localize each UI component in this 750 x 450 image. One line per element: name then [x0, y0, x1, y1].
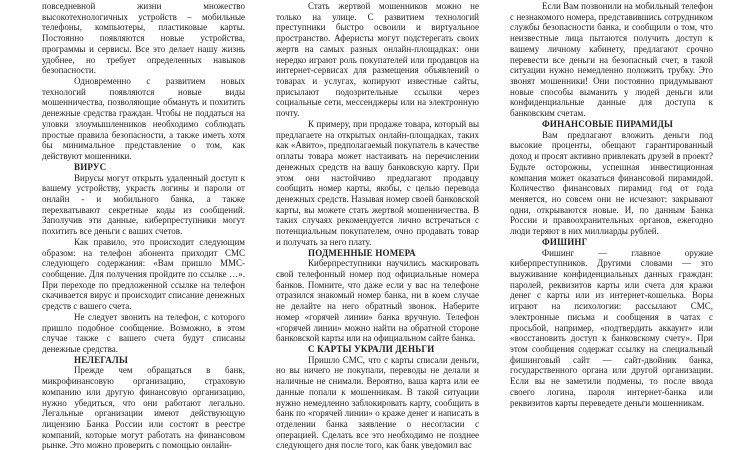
section-heading: ФИШИНГ [542, 236, 588, 247]
section-heading: ВИРУС [74, 161, 107, 172]
text-column-3 [510, 1, 713, 450]
paragraph: Пришло СМС, что с карты списали деньги, но вы ничего не покупали, переводы не делали и наличные не снимали. Вероятно, ваша карта или ее данные попали к мошенникам. В такой ситуации нужно немедленно заблокировать карту, сообщить в банк по «горячей линии» о краже денег и написать в отделении банка заявление о несогласии с операцией. Сделать все это необходимо не позднее следующего дня после того, как банк уведомил вас [276, 354, 479, 450]
section-heading: С КАРТЫ УКРАЛИ ДЕНЬГИ [308, 344, 435, 354]
paragraph: Прежде чем обращаться в банк, микрофинансовую организацию, страховую компанию или другую финансовую организацию, нужно убедиться, что они работают легально. Легальные организации имеют действующую лицензию Банка России или состоят в реестре компаний, которые могут работать на финансовом рынке. Это можно проверить с помощью онлайн- [42, 365, 245, 450]
paragraph: Если Вам позвонили на мобильный телефон с незнакомого номера, представившись сотрудником службы безопасности банка, и сообщили о том, что неизвестные лица пытаются получить доступ к вашему личному кабинету, предлагают срочно перевести все деньги на безопасный счет, в такой ситуации нужно немедленно положить трубку. Это звонят мошенники! Они постоянно придумывают новые способы выманить у людей деньги или конфиденциальные данные для доступа к банковским счетам. [510, 1, 713, 119]
paragraph: повседневной жизни множество высокотехнологичных устройств – мобильные телефоны, компьютеры, пластиковые карты. Постоянно появляются новые устройства, программы и сервисы. Все это делает нашу жизнь удобнее, но требует определенных навыков безопасности. [42, 1, 245, 76]
section-heading: НЕЛЕГАЛЫ [74, 354, 128, 365]
paragraph: Стать жертвой мошенников можно не только на улице. С развитием технологий преступники быстро освоили и виртуальное пространство. Аферисты могут подстерегать своих жертв на самых разных онлайн-площадках: они нередко играют роль покупателей или продавцов на интернет-сервисах для размещения объявлений о товарах и услугах, копируют известные сайты, присылают подозрительные ссылки через социальные сети, мессенджеры или на электронную почту. [276, 1, 479, 119]
paragraph: Киберпреступники научились маскировать свой телефонный номер под официальные номера банков. Помните, что даже если у вас на телефоне отразился знакомый номер банка, ни в коем случае не делайте на него обратный звонок. Наберите номер «горячей линии» банка вручную. Телефон «горячей линии» можно найти на обратной стороне банковской карты или на официальном сайте банка. [276, 258, 479, 344]
paragraph: Одновременно с развитием новых технологий появляются новые виды мошенничества, позволяющие обмануть и похитить денежные средства граждан. Чтобы не поддаться на уловки злоумышленников необходимо соблюдать простые правила безопасности, а также иметь хотя бы минимальное представление о том, как действуют мошенники. [42, 76, 245, 162]
paragraph: Не следует звонить на телефон, с которого пришло подобное сообщение. Возможно, в этом случае также с вашего счета будут списаны денежные средства. [42, 311, 245, 354]
columns-container [42, 1, 713, 450]
paragraph: Вирусы могут открыть удаленный доступ к вашему устройству, украсть логины и пароли от онлайн - и мобильного банка, а также перехватывают секретные коды из сообщений. Заполучив эти данные, киберпреступники могут похитить все деньги с ваших счетов. [42, 172, 245, 237]
paragraph: Как правило, это происходит следующим образом: на телефон абонента приходит СМС следующего содержания: «Вам пришло ММС-сообщение. Для получения пройдите по ссылке …». При переходе по предложенной ссылке на телефон скачивается вирус и происходит списание денежных средств с вашего счета. [42, 236, 245, 312]
paragraph: Фишинг — главное оружие киберпреступников. Другими словами — это выуживание конфиденциальных данных граждан: паролей, реквизитов карты или счета для кражи денег с карты или из интернет-кошелька. Воры играют на психологии: рассылают СМС, электронные письма и сообщения в чатах с просьбой, например, «подтвердить аккаунт» или «восстановить доступ к банковскому счету». При этом сообщения содержат ссылку на специальный фишинговый сайт — сайт-двойник банка, государственного органа или другой организации. Если вы не заметили подмены, то после ввода своего логина, пароля интернет-банка или реквизитов карты переведете деньги мошенникам. [510, 247, 713, 408]
section-heading: ФИНАНСОВЫЕ ПИРАМИДЫ [542, 118, 673, 129]
paragraph: Вам предлагают вложить деньги под высокие проценты, обещают гарантированный доход и просят активно привлекать друзей в проект? Будьте осторожны, успешная инвестиционная компания может оказаться финансовой пирамидой. Количество финансовых пирамид год от года меняется, но совсем они не исчезают: закрывают одни, открываются новые. И, по данным Банка России и правоохранительных органов, ежегодно люди теряют в них миллиарды рублей. [510, 129, 713, 237]
text-column-1 [42, 1, 245, 450]
paragraph: К примеру, при продаже товара, который вы предлагаете на открытых онлайн-площадках, таких как «Авито», предполагаемый покупатель в качестве оплаты товара может настаивать на перечислении денежных средств на вашу банковскую карту. При этом они настойчиво предлагают продавцу сообщить номер карты, якобы, с целью перевода денежных средств. Называя номер своей банковской карты, вы можете стать жертвой мошенничества. В таких случаях рекомендуется лично встречаться с потенциальным покупателем, очно продавать товар и получать за него плату. [276, 118, 479, 247]
section-heading: ПОДМЕННЫЕ НОМЕРА [308, 247, 416, 258]
text-column-2 [276, 1, 479, 450]
